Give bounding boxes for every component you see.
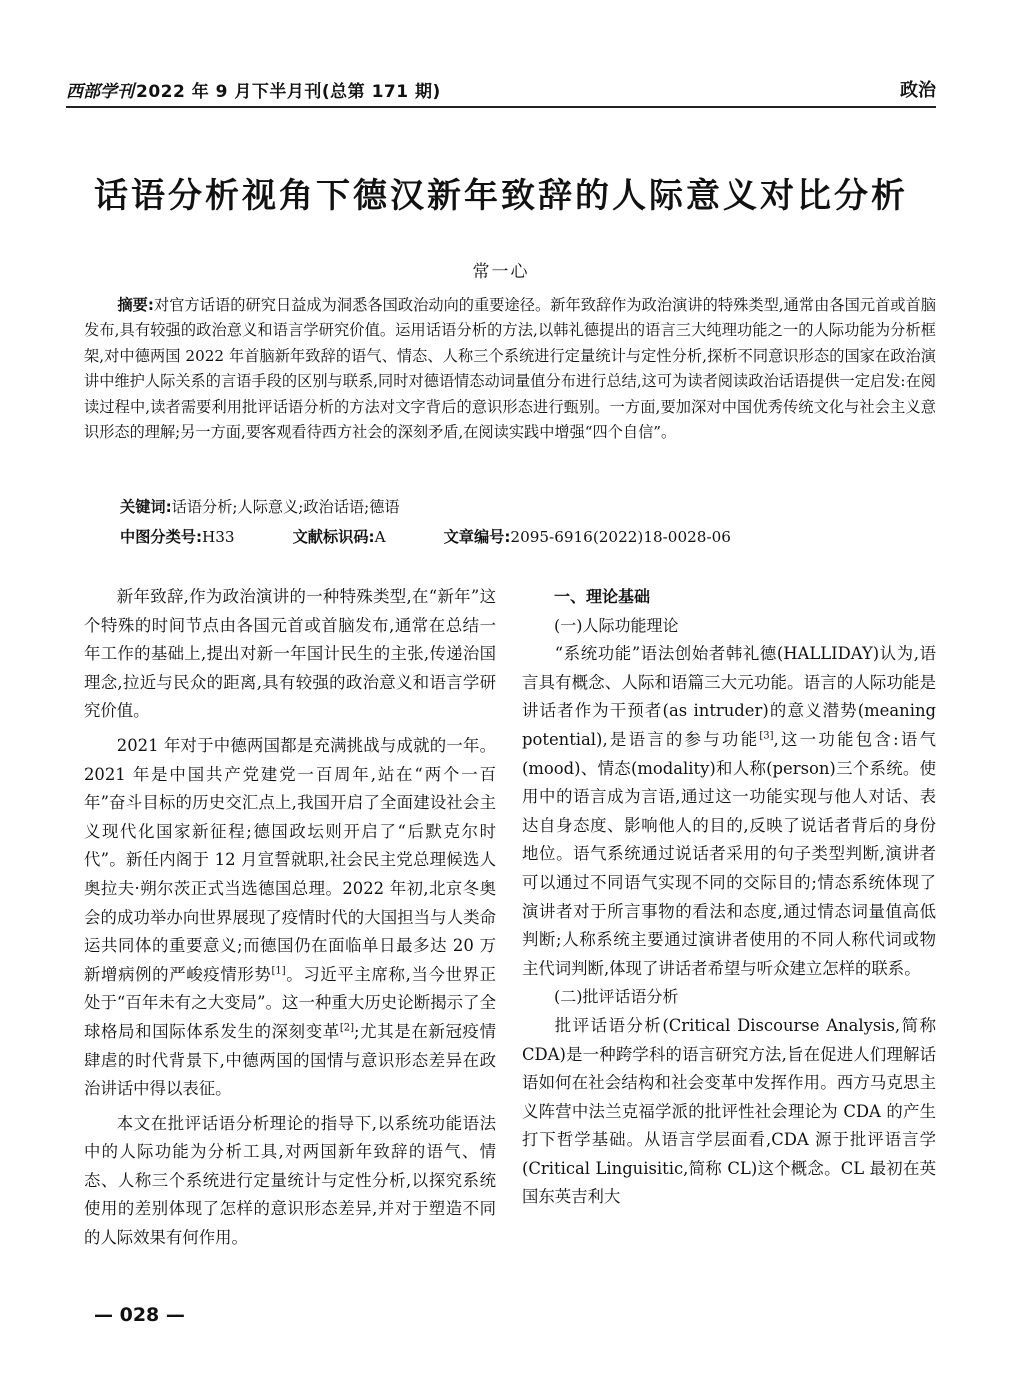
citation: [3] [759, 730, 774, 742]
right-column [522, 583, 936, 1212]
article-title: 话语分析视角下德汉新年致辞的人际意义对比分析 [94, 176, 908, 216]
abstract-label: 摘要: [117, 296, 154, 314]
article-number [444, 526, 731, 547]
clc-label: 中图分类号: [120, 528, 203, 546]
doc-label: 文献标识码: [292, 528, 375, 546]
classification-line [120, 526, 789, 547]
section-label: 政治 [900, 80, 936, 101]
abstract-text: 对官方话语的研究日益成为洞悉各国政治动向的重要途径。新年致辞作为政治演讲的特殊类型,通常由各国元首或首脑发布,具有较强的政治意义和语言学研究价值。运用话语分析的方法,以韩礼德提出的语言三大纯理功能之一的人际功能为分析框架,对中德两国 2022 年首脑新年致辞的语气、情态、人称三个系统进行定量统计与定性分析,探析不同意识形态的国家在政治演讲中维护人际关系的言语手段的区别与联系,同时对德语情态动词量值分布进行总结,这可为读者阅读政治话语提供一定启发:在阅读过程中,读者需要利用批评话语分析的方法对文字背后的意识形态进行甄别。一方面,要加深对中国优秀传统文化与社会主义意识形态的理解;另一方面,要客观看待西方社会的深刻矛盾,在阅读实践中增强“四个自信”。 [84, 296, 937, 442]
paragraph-text: “系统功能”语法创始者韩礼德(HALLIDAY)认为,语言具有概念、人际和语篇三大元功能。语言的人际功能是讲话者作为干预者(as intruder)的意义潜势(meaning potential),是语言的参与功能 [522, 644, 936, 749]
paragraph-text: ,这一功能包含:语气(mood)、情态(modality)和人称(person)三个系统。使用中的语言成为言语,通过这一功能实现与他人对话、表达自身态度、影响他人的目的,反映了说话者背后的身份地位。语气系统通过说话者采用的句子类型判断,演讲者可以通过不同语气实现不同的交际目的;情态系统体现了演讲者对于所言事物的看法和态度,通过情态词量值高低判断;人称系统主要通过演讲者使用的不同人称代词或物主代词判断,体现了讲话者希望与听众建立怎样的联系。 [522, 729, 936, 978]
keywords [120, 496, 400, 517]
author-name: 常一心 [472, 262, 530, 282]
paragraph: 本文在批评话语分析理论的指导下,以系统功能语法中的人际功能为分析工具,对两国新年致辞的语气、情态、人称三个系统进行定量统计与定性分析,以探究系统使用的差别体现了怎样的意识形态差异,并对于塑造不同的人际效果有何作用。 [84, 1113, 496, 1248]
art-value: 2095-6916(2022)18-0028-06 [510, 528, 731, 546]
paragraph [522, 640, 936, 983]
paragraph [84, 732, 496, 1104]
journal-info [66, 77, 441, 102]
citation: [2] [339, 1022, 355, 1034]
citation: [1] [271, 965, 286, 977]
left-column [84, 583, 496, 1253]
paragraph-text: ;尤其是在新冠疫情肆虐的时代背景下,中德两国的国情与意识形态差异在政治讲话中得以表征。 [84, 1021, 497, 1099]
doc-code [293, 526, 386, 547]
journal-issue: 2022 年 9 月下半月刊(总第 171 期) [136, 82, 441, 102]
keywords-text: 话语分析;人际意义;政治话语;德语 [171, 498, 400, 516]
doc-value: A [374, 528, 386, 546]
journal-logo: 西部学刊 [66, 82, 134, 102]
page-number: — 028 — [94, 1304, 185, 1326]
art-label: 文章编号: [443, 528, 511, 546]
subsection-heading: (一)人际功能理论 [554, 615, 679, 635]
clc-code [120, 526, 235, 547]
paragraph: 批评话语分析(Critical Discourse Analysis,简称 CDA)是一种跨学科的语言研究方法,旨在促进人们理解话语如何在社会结构和社会变革中发挥作用。西方马克思主义阵营中法兰克福学派的批评性社会理论为 CDA 的产生打下哲学基础。从语言学层面看,CDA 源于批评语言学(Critical Linguisitic,简称 CL)这个概念。CL 最初在英国东英吉利大 [522, 1015, 936, 1207]
abstract [84, 293, 936, 445]
running-header [66, 72, 936, 108]
clc-value: H33 [202, 528, 235, 546]
keywords-label: 关键词: [120, 498, 172, 516]
paragraph-text: 。习近平主席称,当今世界正处于“百年未有之大变局”。这一种重大历史论断揭示了全球格局和国际体系发生的深刻变革 [84, 964, 497, 1041]
paragraph-text: 2021 年对于中德两国都是充满挑战与成就的一年。2021 年是中国共产党建党一百周年,站在“两个一百年”奋斗目标的历史交汇点上,我国开启了全面建设社会主义现代化国家新征程;德国政坛则开启了“后默克尔时代”。新任内阁于 12 月宣誓就职,社会民主党总理候选人奥拉夫·朔尔茨正式当选德国总理。2022 年初,北京冬奥会的成功举办向世界展现了疫情时代的大国担当与人类命运共同体的重要意义;而德国仍在面临单日最多达 20 万新增病例的严峻疫情形势 [84, 735, 496, 984]
section-heading: 一、理论基础 [554, 587, 651, 606]
paragraph: 新年致辞,作为政治演讲的一种特殊类型,在“新年”这个特殊的时间节点由各国元首或首脑发布,通常在总结一年工作的基础上,提出对新一年国计民生的主张,传递治国理念,拉近与民众的距离,具有较强的政治意义和语言学研究价值。 [84, 587, 496, 721]
subsection-heading: (二)批评话语分析 [554, 987, 679, 1007]
